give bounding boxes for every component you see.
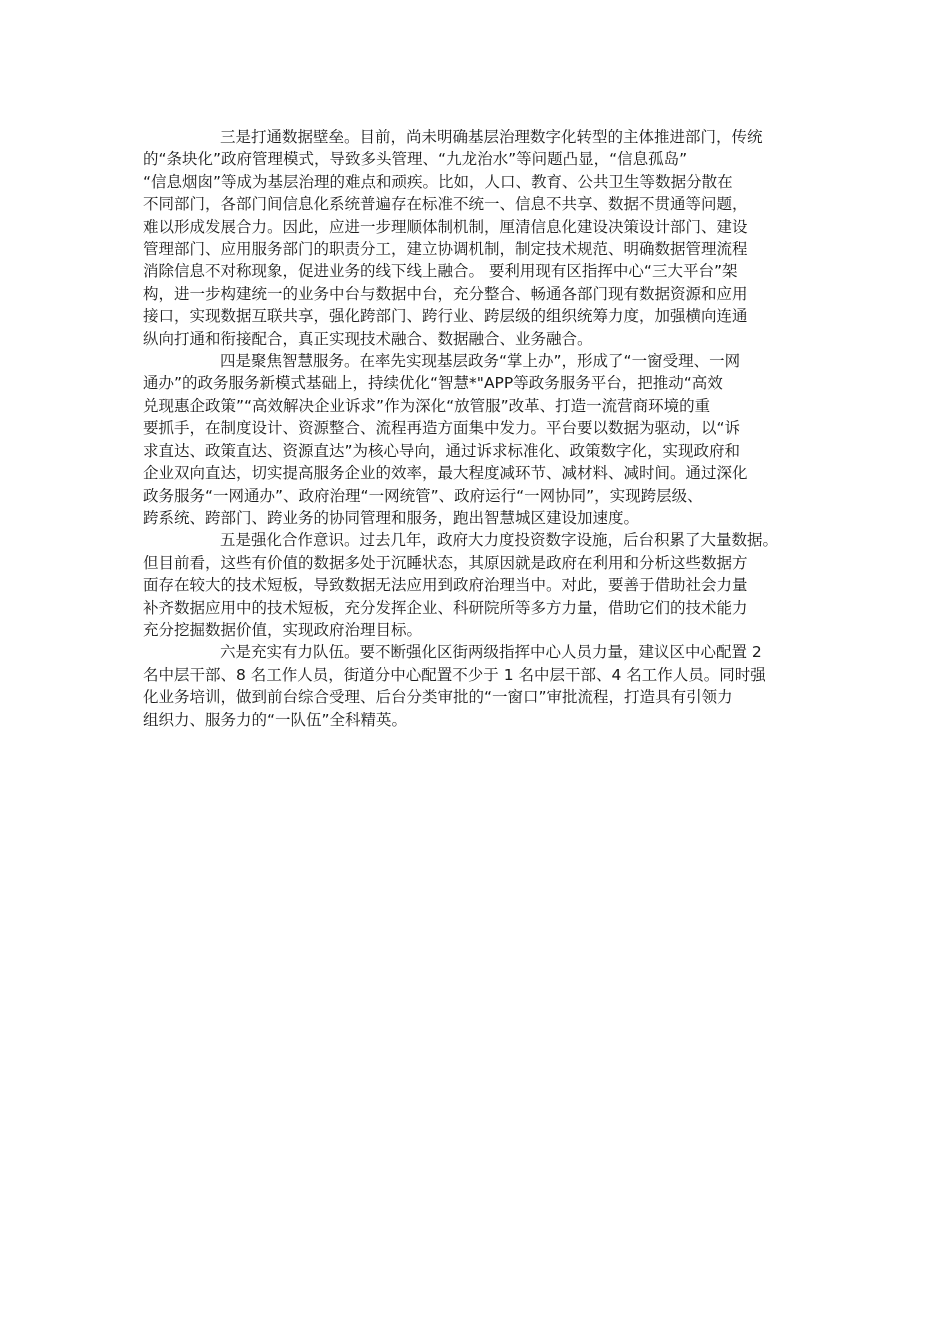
text-line: 政务服务“一网通办”、政府治理“一网统管”、政府运行“一网协同”，实现跨层级、 [143, 486, 703, 505]
text-line: 通办”的政务服务新模式基础上，持续优化“智慧*"APP等政务服务平台，把推动“高效 [143, 374, 723, 393]
text-line: 四是聚焦智慧服务。在率先实现基层政务“掌上办”，形成了“一窗受理、一网 [220, 352, 741, 371]
text-line: 组织力、服务力的“一队伍”全科精英。 [143, 710, 408, 729]
text-line: 要抓手，在制度设计、资源整合、流程再造方面集中发力。平台要以数据为驱动，以“诉 [143, 419, 741, 438]
text-line: 补齐数据应用中的技术短板，充分发挥企业、科研院所等多方力量，借助它们的技术能力 [143, 598, 748, 617]
text-line: 不同部门，各部门间信息化系统普遍存在标准不统一、信息不共享、数据不贯通等问题， [143, 195, 748, 214]
paragraph-data-barriers [143, 126, 811, 350]
text-line: 跨系统、跨部门、跨业务的协同管理和服务，跑出智慧城区建设加速度。 [143, 508, 640, 527]
paragraph-cooperation [143, 529, 811, 641]
text-line: 但目前看，这些有价值的数据多处于沉睡状态，其原因就是政府在利用和分析这些数据方 [143, 553, 748, 572]
text-line: 难以形成发展合力。因此，应进一步理顺体制机制，厘清信息化建设决策设计部门、建设 [143, 217, 748, 236]
text-line: 兑现惠企政策”“高效解决企业诉求”作为深化“放管服”改革、打造一流营商环境的重 [143, 396, 711, 415]
text-line: 管理部门、应用服务部门的职责分工，建立协调机制，制定技术规范、明确数据管理流程 [143, 240, 748, 259]
text-line: 的“条块化”政府管理模式，导致多头管理、“九龙治水”等问题凸显，“信息孤岛” [143, 150, 688, 169]
text-line: 充分挖掘数据价值，实现政府治理目标。 [143, 620, 423, 639]
document-body [143, 126, 811, 731]
text-line: 构，进一步构建统一的业务中台与数据中台，充分整合、畅通各部门现有数据资源和应用 [143, 284, 748, 303]
text-line: 纵向打通和衔接配合，真正实现技术融合、数据融合、业务融合。 [143, 329, 593, 348]
text-line: 接口，实现数据互联共享，强化跨部门、跨行业、跨层级的组织统筹力度，加强横向连通 [143, 307, 748, 326]
text-line: 面存在较大的技术短板，导致数据无法应用到政府治理当中。对此，要善于借助社会力量 [143, 576, 748, 595]
text-line: 消除信息不对称现象，促进业务的线下线上融合。 要利用现有区指挥中心“三大平台”架 [143, 262, 738, 281]
text-line: 三是打通数据壁垒。目前，尚未明确基层治理数字化转型的主体推进部门，传统 [220, 128, 763, 146]
text-line: “信息烟囱”等成为基层治理的难点和顽疾。比如，人口、教育、公共卫生等数据分散在 [143, 172, 733, 191]
paragraph-team-strength [143, 641, 811, 731]
text-line: 五是强化合作意识。过去几年，政府大力度投资数字设施，后台积累了大量数据。 [220, 531, 779, 550]
text-line: 化业务培训，做到前台综合受理、后台分类审批的“一窗口”审批流程，打造具有引领力 [143, 688, 733, 707]
text-line: 六是充实有力队伍。要不断强化区街两级指挥中心人员力量，建议区中心配置 2 [220, 643, 762, 662]
paragraph-smart-services [143, 350, 811, 529]
text-line: 企业双向直达，切实提高服务企业的效率，最大程度减环节、减材料、减时间。通过深化 [143, 464, 748, 483]
text-line: 求直达、政策直达、资源直达”为核心导向，通过诉求标准化、政策数字化，实现政府和 [143, 441, 741, 460]
text-line: 名中层干部、8 名工作人员，街道分中心配置不少于 1 名中层干部、4 名工作人员。同时强 [143, 665, 766, 684]
